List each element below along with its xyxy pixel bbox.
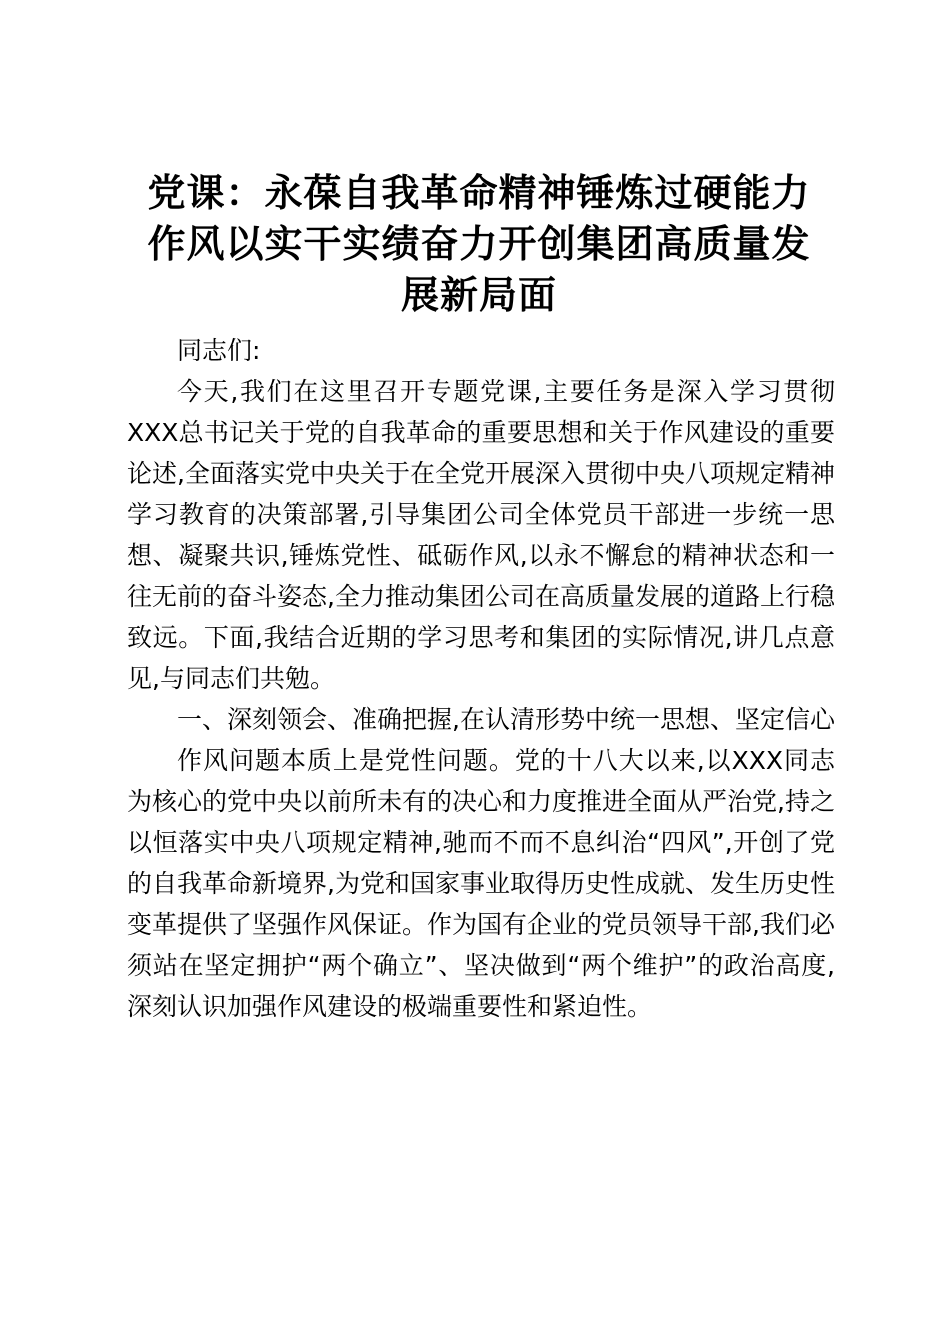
title-line-2: 作风以实干实绩奋力开创集团高质量发 — [147, 222, 811, 266]
document-title — [118, 168, 840, 321]
document-body — [127, 330, 835, 1027]
paragraph-section-1: 作风问题本质上是党性问题。党的十八大以来,以XXX同志为核心的党中央以前所未有的决心和力度推进全面从严治党,持之以恒落实中央八项规定精神,驰而不而不息纠治“四风”,开创了党的自我革命新境界,为党和国家事业取得历史性成就、发生历史性变革提供了坚强作风保证。作为国有企业的党员领导干部,我们必须站在坚定拥护“两个确立”、坚决做到“两个维护”的政治高度,深刻认识加强作风建设的极端重要性和紧迫性。 — [127, 746, 835, 1021]
paragraph-intro: 今天,我们在这里召开专题党课,主要任务是深入学习贯彻XXX总书记关于党的自我革命的重要思想和关于作风建设的重要论述,全面落实党中央关于在全党开展深入贯彻中央八项规定精神学习教育的决策部署,引导集团公司全体党员干部进一步统一思想、凝聚共识,锤炼党性、砥砺作风,以永不懈怠的精神状态和一往无前的奋斗姿态,全力推动集团公司在高质量发展的道路上行稳致远。下面,我结合近期的学习思考和集团的实际情况,讲几点意见,与同志们共勉。 — [127, 377, 835, 693]
salutation: 同志们: — [177, 336, 261, 365]
title-line-3: 展新局面 — [400, 273, 557, 317]
section-heading-1: 一、深刻领会、准确把握,在认清形势中统一思想、坚定信心 — [177, 705, 835, 734]
title-line-1: 党课：永葆自我革命精神锤炼过硬能力 — [147, 171, 811, 215]
